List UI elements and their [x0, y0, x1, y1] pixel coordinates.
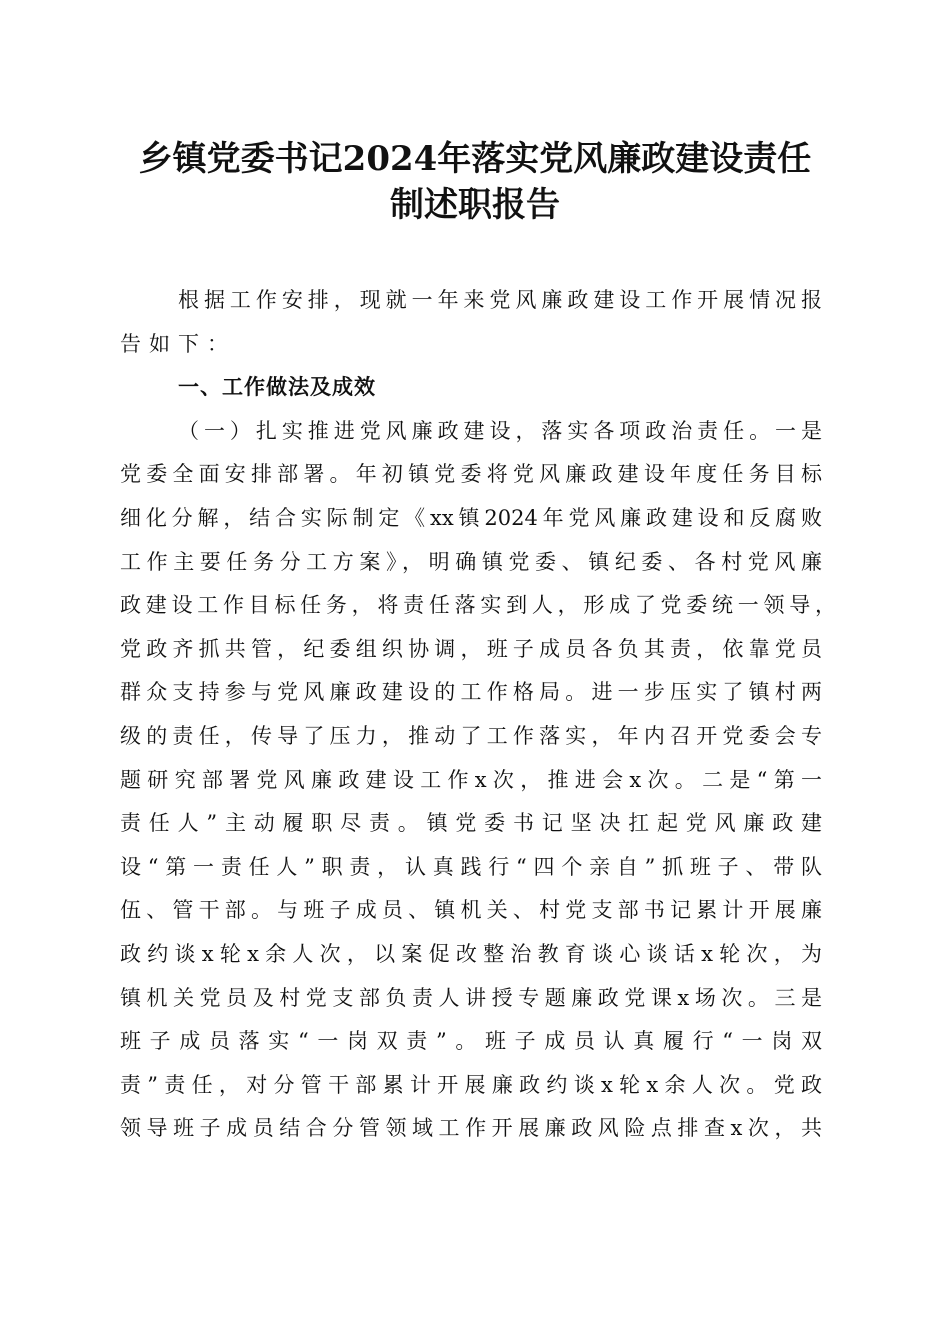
body-line: 政建设工作目标任务，将责任落实到人，形成了党委统一领导，	[120, 593, 836, 618]
body-line: 责任人”主动履职尽责。镇党委书记坚决扛起党风廉政建	[120, 811, 822, 836]
section-heading: 一、工作做法及成效	[178, 375, 376, 400]
body-line: 级的责任，传导了压力，推动了工作落实，年内召开党委会专	[120, 723, 822, 748]
body-line: 工作主要任务分工方案》，明确镇党委、镇纪委、各村党风廉	[120, 549, 822, 574]
document-title-line-2: 制述职报告	[390, 185, 560, 225]
body-line: 告如下：	[120, 331, 236, 356]
body-line: 领导班子成员结合分管领域工作开展廉政风险点排查x次，共	[120, 1116, 822, 1141]
body-line: 政约谈x轮x余人次，以案促改整治教育谈心谈话x轮次，为	[120, 941, 822, 966]
body-line: 群众支持参与党风廉政建设的工作格局。进一步压实了镇村两	[120, 680, 822, 705]
body-line: 党政齐抓共管，纪委组织协调，班子成员各负其责，依靠党员	[120, 636, 822, 661]
body-line: 细化分解，结合实际制定《xx镇2024年党风廉政建设和反腐败	[120, 505, 822, 530]
body-line: 伍、管干部。与班子成员、镇机关、村党支部书记累计开展廉	[120, 898, 822, 923]
body-line: 责”责任，对分管干部累计开展廉政约谈x轮x余人次。党政	[120, 1072, 822, 1097]
document-body	[120, 279, 836, 1151]
body-line: 题研究部署党风廉政建设工作x次，推进会x次。二是“第一	[120, 767, 822, 792]
document-title-line-1: 乡镇党委书记2024年落实党风廉政建设责任	[138, 139, 812, 179]
body-line: 班子成员落实“一岗双责”。班子成员认真履行“一岗双	[120, 1029, 822, 1054]
body-line: 镇机关党员及村党支部负责人讲授专题廉政党课x场次。三是	[120, 985, 822, 1010]
subsection-heading-line: （一）扎实推进党风廉政建设，落实各项政治责任。一是	[178, 418, 822, 443]
body-line: 根据工作安排，现就一年来党风廉政建设工作开展情况报	[178, 288, 822, 312]
body-line: 党委全面安排部署。年初镇党委将党风廉政建设年度任务目标	[120, 462, 822, 487]
body-line: 设“第一责任人”职责，认真践行“四个亲自”抓班子、带队	[120, 854, 822, 879]
